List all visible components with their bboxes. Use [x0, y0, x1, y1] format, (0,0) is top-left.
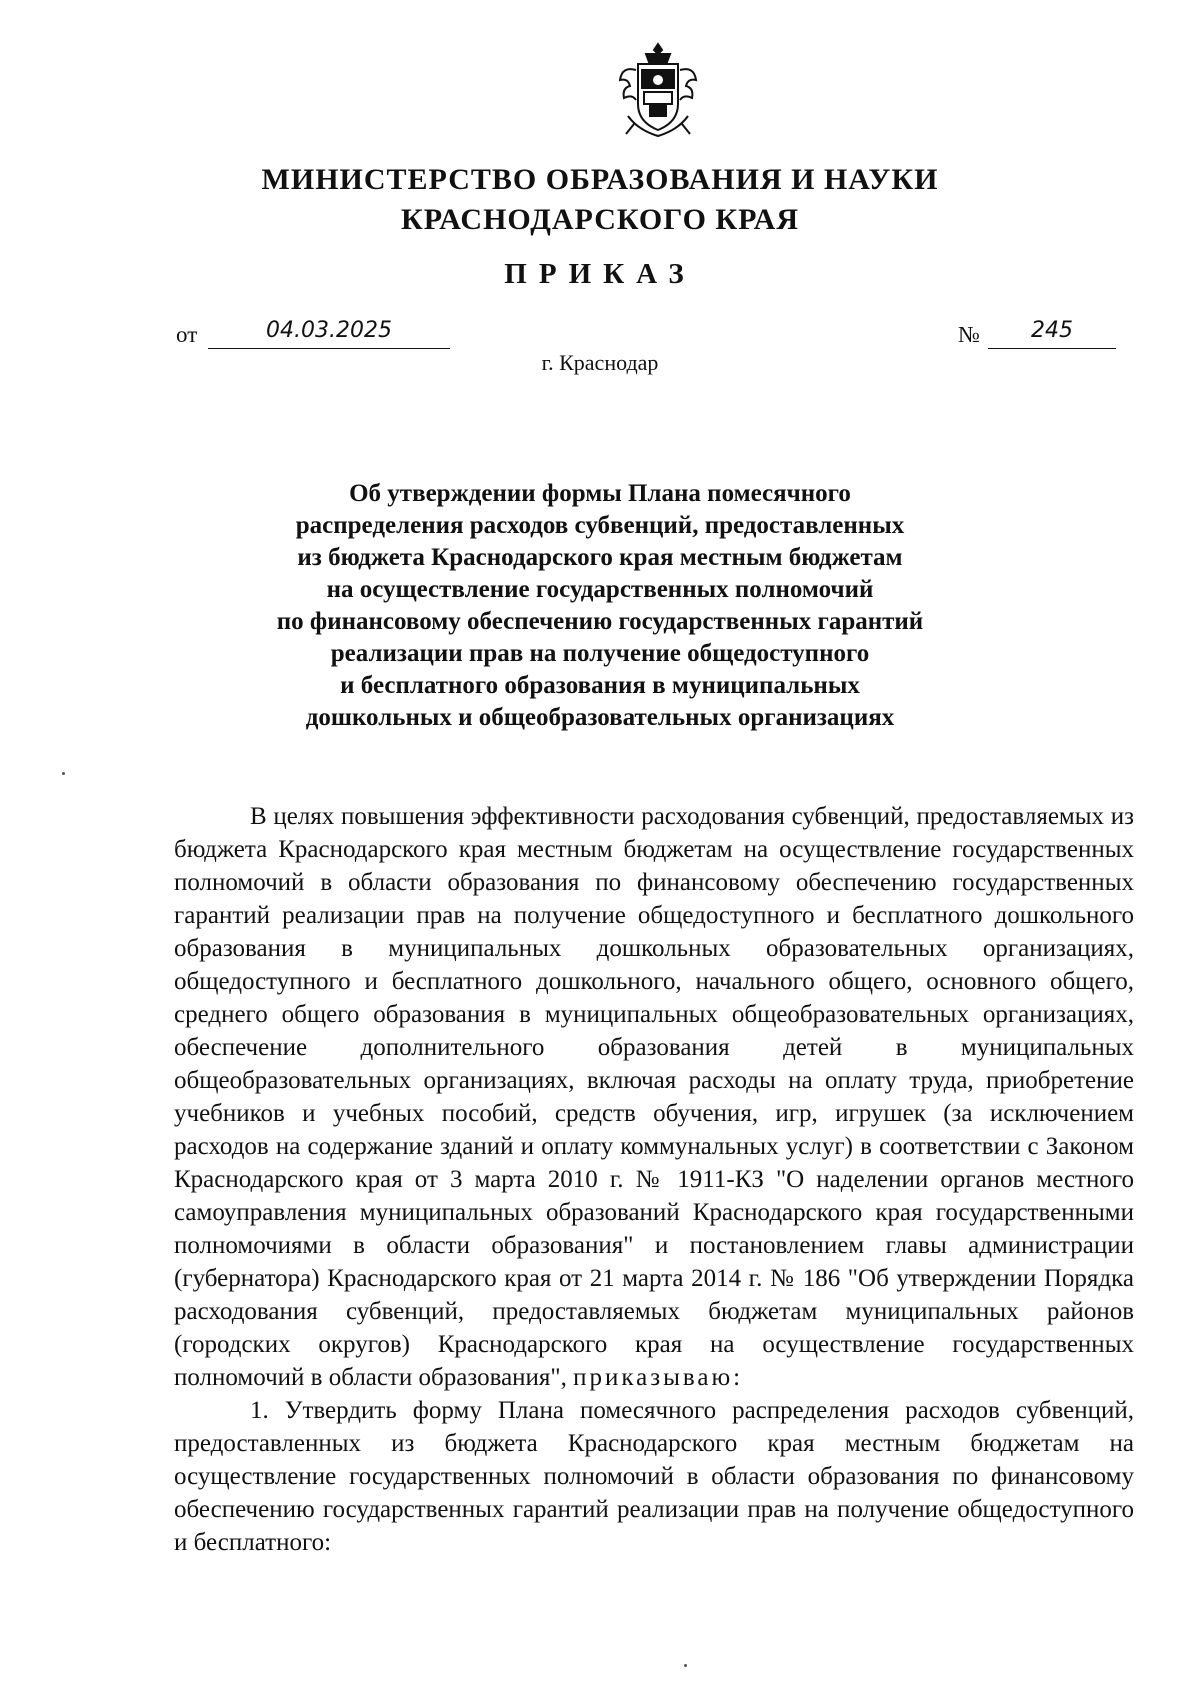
- subject-line: Об утверждении формы Плана помесячного: [349, 480, 851, 507]
- subject-line: дошкольных и общеобразовательных организациях: [305, 704, 895, 731]
- city: г. Краснодар: [541, 350, 659, 375]
- preamble-text: В целях повышения эффективности расходования субвенций, предоставляемых из бюджета Краснодарского края местным бюджетам на осуществление государственных полномочий в области образования по финансовому обеспечению государственных гарантий реализации прав на получение общедоступного и бесплатного дошкольного образования в муниципальных дошкольных образовательных организациях, общедоступного и бесплатного дошкольного, начального общего, основного общего, среднего общего образования в муниципальных общеобразовательных организациях, обеспечение дополнительного образования детей в муниципальных общеобразовательных организациях, включая расходы на оплату труда, приобретение учебников и учебных пособий, средств обучения, игр, игрушек (за исключением расходов на содержание зданий и оплату коммунальных услуг) в соответствии с Законом Краснодарского края от 3 марта 2010 г. № 1911-КЗ "О наделении органов местного самоуправления муниципальных образований Краснодарского края государственными полномочиями в области образования" и постановлением главы администрации (губернатора) Краснодарского края от 21 марта 2014 г. № 186 "Об утверждении Порядка расходования субвенций, предоставляемых бюджетам муниципальных районов (городских округов) Краснодарского края на осуществление государственных полномочий в области образования",: [174, 803, 1134, 1391]
- document-type: ПРИКАЗ: [504, 258, 696, 290]
- order-word: приказываю:: [573, 1364, 744, 1391]
- subject-line: на осуществление государственных полномочий: [326, 576, 874, 603]
- scan-speck: [684, 1664, 687, 1667]
- preamble-paragraph: [174, 800, 1134, 1394]
- scan-speck: [62, 772, 65, 775]
- number-label: №: [958, 322, 980, 347]
- subject-line: распределения расходов субвенций, предоставленных: [295, 512, 905, 539]
- date-value: 04.03.2025: [208, 318, 450, 349]
- subject-line: реализации прав на получение общедоступного: [330, 640, 870, 667]
- order-body: [174, 800, 1134, 1559]
- subject-line: и бесплатного образования в муниципальных: [340, 672, 860, 699]
- number-value: 245: [988, 318, 1116, 349]
- ministry-name: [0, 160, 1200, 240]
- date-label: от: [176, 322, 198, 347]
- coat-of-arms-icon: [614, 40, 702, 144]
- subject-line: по финансовому обеспечению государственных гарантий: [276, 608, 924, 635]
- order-subject: [230, 478, 970, 734]
- ministry-line-1: МИНИСТЕРСТВО ОБРАЗОВАНИЯ И НАУКИ: [261, 163, 939, 196]
- ministry-line-2: КРАСНОДАРСКОГО КРАЯ: [401, 203, 799, 236]
- clause-1-paragraph: 1. Утвердить форму Плана помесячного распределения расходов субвенций, предоставленных из бюджета Краснодарского края местным бюджетам на осуществление государственных полномочий в области образования по финансовому обеспечению государственных гарантий реализации прав на получение общедоступного и бесплатного:: [174, 1397, 1134, 1556]
- subject-line: из бюджета Краснодарского края местным бюджетам: [297, 544, 903, 571]
